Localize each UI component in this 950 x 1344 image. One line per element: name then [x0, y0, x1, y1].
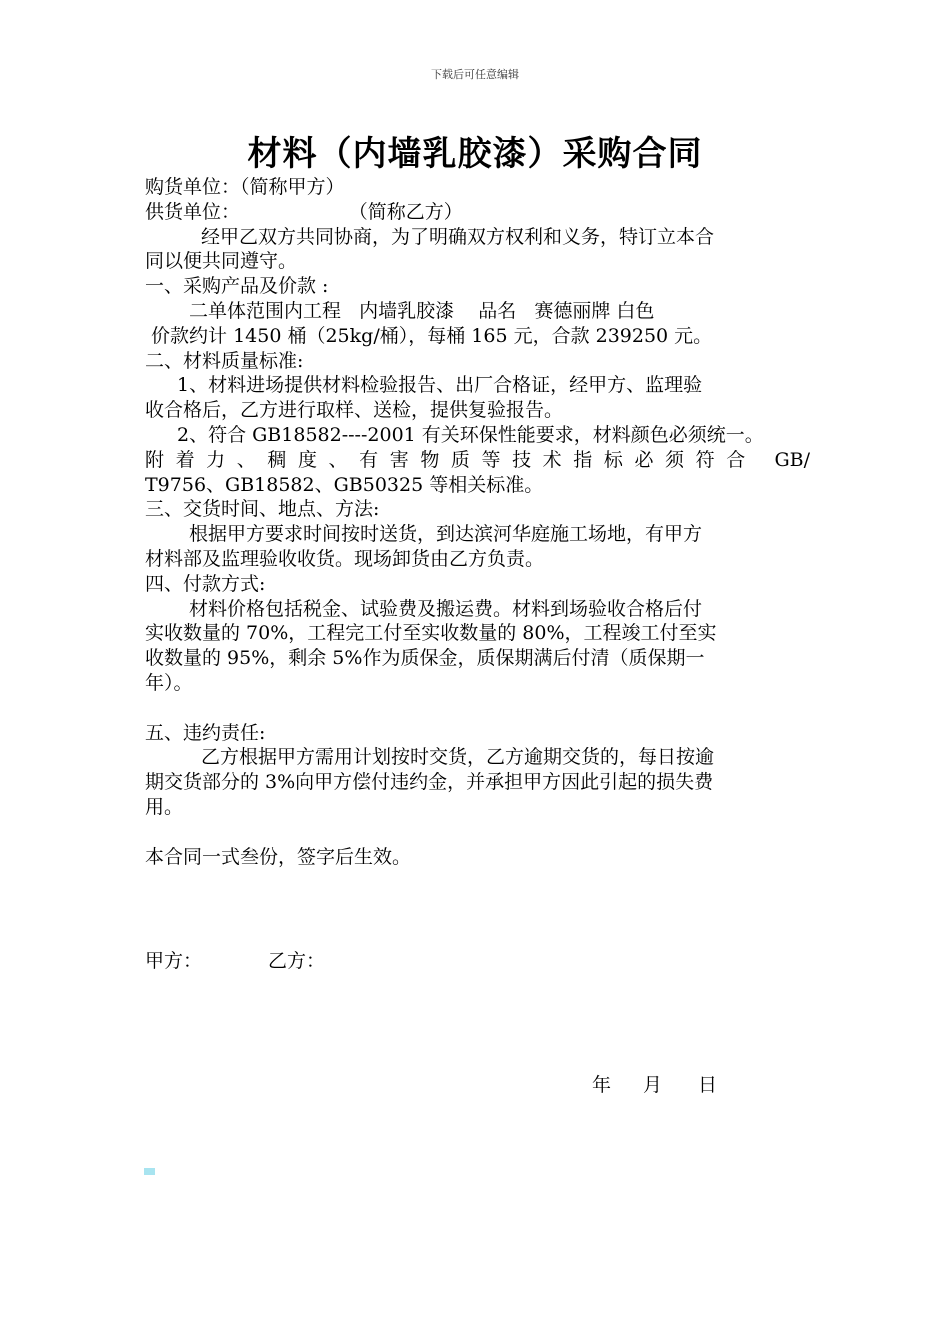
intro-line-1: 经甲乙双方共同协商，为了明确双方权利和义务，特订立本合	[201, 225, 715, 248]
spacer	[145, 820, 810, 845]
section2-item1-line-2: 收合格后，乙方进行取样、送检，提供复验报告。	[145, 399, 564, 422]
date-year-label: 年	[592, 1074, 612, 1096]
section3-line-2: 材料部及监理验收收货。现场卸货由乙方负责。	[145, 547, 545, 570]
section2-item2-line-1: 2、符合 GB18582----2001 有关环保性能要求，材料颜色必须统一。	[177, 423, 764, 446]
closing-line: 本合同一式叁份，签字后生效。	[145, 845, 412, 868]
section2-item2-line-2: 附着力、稠度、有害物质等技术指标必须符合 GB/	[145, 448, 810, 471]
section2-heading: 二、材料质量标准:	[145, 349, 304, 372]
section3-line-1: 根据甲方要求时间按时送货，到达滨河华庭施工场地，有甲方	[189, 523, 703, 546]
section1-heading: 一、采购产品及价款 :	[145, 275, 329, 298]
supplier-line: 供货单位： （简称乙方）	[145, 200, 463, 223]
section4-line-1: 材料价格包括税金、试验费及搬运费。材料到场验收合格后付	[189, 597, 703, 620]
section1-line-2: 价款约计 1450 桶（25kg/桶），每桶 165 元，合款 239250 元。	[145, 324, 713, 347]
section4-line-2: 实收数量的 70%，工程完工付至实收数量的 80%，工程竣工付至实	[145, 622, 717, 645]
section5-line-3: 用。	[145, 795, 184, 818]
section4-line-4: 年）。	[145, 671, 193, 694]
party-b-signature-label: 乙方：	[268, 950, 326, 972]
spacer	[145, 696, 810, 721]
party-a-signature-label: 甲方：	[145, 950, 203, 972]
contract-body	[145, 175, 810, 869]
section2-item1-line-1: 1、材料进场提供材料检验报告、出厂合格证，经甲方、监理验	[177, 374, 703, 397]
section3-heading: 三、交货时间、地点、方法:	[145, 498, 380, 521]
date-row	[592, 1070, 717, 1097]
section2-item2-line-3: T9756、GB18582、GB50325 等相关标准。	[145, 473, 544, 496]
section5-line-1: 乙方根据甲方需用计划按时交货，乙方逾期交货的，每日按逾	[201, 746, 715, 769]
header-note: 下载后可任意编辑	[431, 68, 519, 81]
section4-heading: 四、付款方式:	[145, 572, 266, 595]
document-title: 材料（内墙乳胶漆）采购合同	[247, 134, 703, 174]
buyer-line: 购货单位：（简称甲方）	[145, 176, 345, 198]
section5-heading: 五、违约责任:	[145, 721, 266, 744]
section4-line-3: 收数量的 95%，剩余 5%作为质保金，质保期满后付清（质保期一	[145, 647, 705, 670]
section1-line-1: 二单体范围内工程 内墙乳胶漆 品名 赛德丽牌 白色	[189, 299, 655, 322]
intro-line-2: 同以便共同遵守。	[145, 250, 298, 273]
date-month-label: 月	[643, 1074, 663, 1096]
signature-row	[145, 946, 325, 973]
date-day-label: 日	[698, 1074, 718, 1096]
cursor-marker	[144, 1168, 155, 1175]
section5-line-2: 期交货部分的 3%向甲方偿付违约金，并承担甲方因此引起的损失费	[145, 771, 714, 794]
